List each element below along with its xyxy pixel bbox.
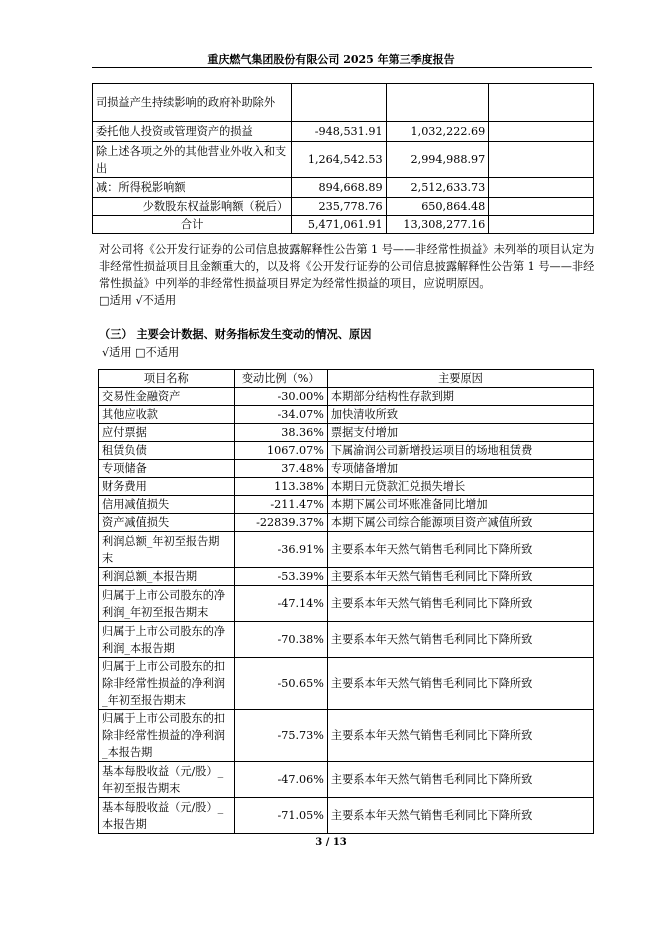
change-analysis-table xyxy=(98,369,594,834)
item-cell: 减：所得税影响额 xyxy=(93,178,292,198)
table-row xyxy=(93,142,594,178)
value-cell: 1,264,542.53 xyxy=(292,142,386,178)
table-row xyxy=(99,568,594,586)
ratio-cell: -47.14% xyxy=(234,586,327,622)
note-cell xyxy=(489,198,594,216)
item-cell: 除上述各项之外的其他营业外收入和支出 xyxy=(93,142,292,178)
reason-cell: 专项储备增加 xyxy=(327,460,593,478)
applicability-status: □适用 √不适用 xyxy=(99,294,177,307)
table-row xyxy=(93,84,594,122)
note-cell xyxy=(489,84,594,122)
value-cell: 894,668.89 xyxy=(292,178,386,198)
ratio-cell: -75.73% xyxy=(234,710,327,762)
item-name-cell: 其他应收款 xyxy=(99,406,235,424)
table-row xyxy=(99,762,594,798)
ratio-cell: -211.47% xyxy=(234,496,327,514)
reason-cell: 主要系本年天然气销售毛利同比下降所致 xyxy=(327,532,593,568)
table-row xyxy=(99,460,594,478)
header-divider xyxy=(92,67,592,68)
note-cell xyxy=(489,122,594,142)
table-row xyxy=(99,478,594,496)
table-row xyxy=(93,178,594,198)
reason-cell: 下属渝润公司新增投运项目的场地租赁费 xyxy=(327,442,593,460)
value-cell: 1,032,222.69 xyxy=(386,122,489,142)
item-name-cell: 归属于上市公司股东的扣除非经常性损益的净利润_本报告期 xyxy=(99,710,235,762)
explanation-note xyxy=(99,241,595,309)
note-text: 对公司将《公开发行证券的公司信息披露解释性公告第 1 号——非经常性损益》未列举的项目认定为非经常性损益项目且金额重大的，以及将《公开发行证券的公司信息披露解释性公告第 1 号——非经常性损益》中列举的非经常性损益项目界定为经常性损益的项目，应说明原因。 xyxy=(99,243,595,290)
note-cell xyxy=(489,178,594,198)
value-cell: 13,308,277.16 xyxy=(386,216,489,234)
item-name-cell: 应付票据 xyxy=(99,424,235,442)
ratio-cell: 113.38% xyxy=(234,478,327,496)
total-label-cell: 合计 xyxy=(93,216,292,234)
item-name-cell: 财务费用 xyxy=(99,478,235,496)
ratio-cell: -30.00% xyxy=(234,388,327,406)
item-name-cell: 信用减值损失 xyxy=(99,496,235,514)
table-row xyxy=(93,122,594,142)
reason-cell: 主要系本年天然气销售毛利同比下降所致 xyxy=(327,710,593,762)
ratio-cell: -50.65% xyxy=(234,658,327,710)
table-row xyxy=(93,198,594,216)
table-row xyxy=(99,496,594,514)
item-name-cell: 归属于上市公司股东的净利润_本报告期 xyxy=(99,622,235,658)
reason-cell: 主要系本年天然气销售毛利同比下降所致 xyxy=(327,798,593,834)
reason-cell: 票据支付增加 xyxy=(327,424,593,442)
ratio-cell: -34.07% xyxy=(234,406,327,424)
item-name-cell: 资产减值损失 xyxy=(99,514,235,532)
ratio-cell: -22839.37% xyxy=(234,514,327,532)
item-cell: 司损益产生持续影响的政府补助除外 xyxy=(93,84,292,122)
value-cell: -948,531.91 xyxy=(292,122,386,142)
reason-cell: 本期下属公司坏账准备同比增加 xyxy=(327,496,593,514)
note-cell xyxy=(489,142,594,178)
value-cell: 650,864.48 xyxy=(386,198,489,216)
value-cell xyxy=(292,84,386,122)
ratio-cell: 37.48% xyxy=(234,460,327,478)
ratio-cell: 38.36% xyxy=(234,424,327,442)
table-row xyxy=(99,406,594,424)
item-cell: 委托他人投资或管理资产的损益 xyxy=(93,122,292,142)
reason-cell: 主要系本年天然气销售毛利同比下降所致 xyxy=(327,568,593,586)
value-cell: 2,994,988.97 xyxy=(386,142,489,178)
table-row xyxy=(99,532,594,568)
column-header: 主要原因 xyxy=(327,370,593,388)
reason-cell: 本期下属公司综合能源项目资产减值所致 xyxy=(327,514,593,532)
reason-cell: 本期部分结构性存款到期 xyxy=(327,388,593,406)
item-name-cell: 归属于上市公司股东的净利润_年初至报告期末 xyxy=(99,586,235,622)
reason-cell: 加快清收所致 xyxy=(327,406,593,424)
item-name-cell: 归属于上市公司股东的扣除非经常性损益的净利润_年初至报告期末 xyxy=(99,658,235,710)
reason-cell: 主要系本年天然气销售毛利同比下降所致 xyxy=(327,622,593,658)
ratio-cell: -47.06% xyxy=(234,762,327,798)
applicability-status: √适用 □不适用 xyxy=(102,346,180,359)
section-heading: （三） 主要会计数据、财务指标发生变动的情况、原因 xyxy=(99,327,372,341)
table-row xyxy=(99,710,594,762)
note-cell xyxy=(489,216,594,234)
reason-cell: 本期日元贷款汇兑损失增长 xyxy=(327,478,593,496)
ratio-cell: 1067.07% xyxy=(234,442,327,460)
item-cell: 少数股东权益影响额（税后） xyxy=(93,198,292,216)
table-row xyxy=(93,216,594,234)
item-name-cell: 利润总额_本报告期 xyxy=(99,568,235,586)
ratio-cell: -70.38% xyxy=(234,622,327,658)
ratio-cell: -71.05% xyxy=(234,798,327,834)
item-name-cell: 基本每股收益（元/股）_年初至报告期末 xyxy=(99,762,235,798)
table-row xyxy=(99,442,594,460)
value-cell: 2,512,633.73 xyxy=(386,178,489,198)
item-name-cell: 利润总额_年初至报告期末 xyxy=(99,532,235,568)
item-name-cell: 基本每股收益（元/股）_本报告期 xyxy=(99,798,235,834)
item-name-cell: 租赁负债 xyxy=(99,442,235,460)
table-row xyxy=(99,658,594,710)
table-row xyxy=(99,798,594,834)
reason-cell: 主要系本年天然气销售毛利同比下降所致 xyxy=(327,762,593,798)
item-name-cell: 交易性金融资产 xyxy=(99,388,235,406)
column-header: 变动比例（%） xyxy=(234,370,327,388)
value-cell: 235,778.76 xyxy=(292,198,386,216)
table-row xyxy=(99,622,594,658)
reason-cell: 主要系本年天然气销售毛利同比下降所致 xyxy=(327,586,593,622)
table-row xyxy=(99,388,594,406)
reason-cell: 主要系本年天然气销售毛利同比下降所致 xyxy=(327,658,593,710)
non-recurring-items-table xyxy=(92,83,594,234)
ratio-cell: -36.91% xyxy=(234,532,327,568)
table-row xyxy=(99,514,594,532)
table-header-row xyxy=(99,370,594,388)
table-row xyxy=(99,586,594,622)
page-number: 3 / 13 xyxy=(315,837,347,848)
column-header: 项目名称 xyxy=(99,370,235,388)
page-header: 重庆燃气集团股份有限公司 2025 年第三季度报告 xyxy=(207,53,455,66)
value-cell xyxy=(386,84,489,122)
ratio-cell: -53.39% xyxy=(234,568,327,586)
table-row xyxy=(99,424,594,442)
item-name-cell: 专项储备 xyxy=(99,460,235,478)
value-cell: 5,471,061.91 xyxy=(292,216,386,234)
